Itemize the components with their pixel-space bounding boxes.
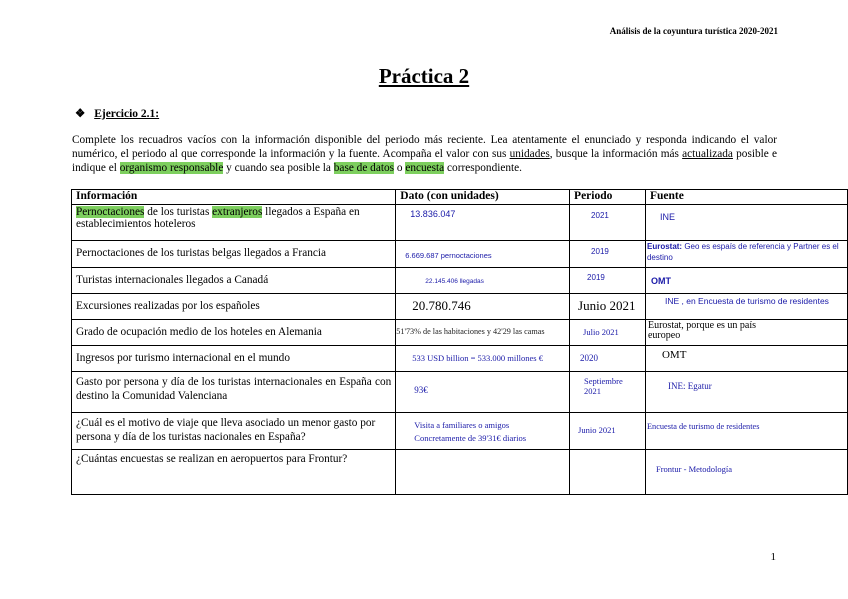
instructions-text: y cuando sea posible la: [223, 162, 334, 174]
source-cell: [645, 372, 847, 413]
instructions-text: Complete los recuadros vacíos con la información disponible del periodo más reciente. Lea atentamente el enunciado y responda indicando el valor numérico, el periodo al que corresponde la información y la fuente. Acompaña el valor con sus: [72, 134, 777, 160]
source-cell: [645, 320, 847, 346]
info-text: Excursiones realizadas por los españoles: [76, 300, 260, 312]
value-cell: [396, 268, 570, 294]
info-text: Ingresos por turismo internacional en el mundo: [76, 352, 290, 364]
source-text: Eurostat, porque es un país europeo: [647, 320, 757, 341]
period-cell: [570, 205, 646, 241]
source-cell: [645, 205, 847, 241]
source-text: OMT: [661, 349, 687, 361]
value-cell: [396, 346, 570, 372]
value-cell: [396, 294, 570, 320]
table-row: [72, 372, 848, 413]
info-text: Gasto por persona y día de los turistas internacionales en España con destino la Comunidad Valenciana: [76, 376, 392, 402]
page-title: Práctica 2: [378, 64, 470, 88]
info-cell: [72, 346, 396, 372]
info-cell: [72, 413, 396, 450]
value-cell: [396, 320, 570, 346]
exercise-heading: [75, 106, 159, 120]
source-text: [650, 295, 843, 306]
source-bold-text: INE: [664, 296, 680, 306]
info-text: llegados a España en establecimientos hoteleros: [76, 206, 360, 230]
data-table: [71, 189, 848, 495]
info-text: de los turistas: [144, 206, 213, 218]
value-text: 51'73% de las habitaciones y 42'29 las camas: [396, 327, 545, 336]
source-cell: [645, 268, 847, 294]
period-cell: [570, 346, 646, 372]
info-text: Pernoctaciones de los turistas belgas llegados a Francia: [76, 247, 327, 259]
source-text: [647, 241, 847, 263]
source-text: INE: [659, 212, 675, 222]
source-text: OMT: [650, 276, 671, 286]
column-header-value: Dato (con unidades): [396, 190, 570, 205]
value-line: Concretamente de 39'31€ diarios: [414, 433, 527, 443]
highlight-organism: organismo responsable: [119, 162, 224, 174]
info-cell: [72, 372, 396, 413]
source-cell: [645, 413, 847, 450]
period-text: 2020: [580, 353, 599, 363]
instructions-underline-units: unidades: [509, 148, 550, 160]
table-row: [72, 205, 848, 241]
source-text: INE: Egatur: [667, 381, 712, 391]
page-number: 1: [770, 551, 776, 563]
info-cell: [72, 268, 396, 294]
value-cell: [396, 450, 570, 495]
table-row: [72, 413, 848, 450]
period-cell: [570, 241, 646, 268]
exercise-label: Ejercicio 2.1:: [94, 108, 160, 120]
value-line: Visita a familiares o amigos: [414, 420, 510, 430]
period-text: 2019: [587, 273, 605, 282]
value-cell: [396, 372, 570, 413]
column-header-source: Fuente: [645, 190, 847, 205]
period-text: 2019: [591, 247, 609, 256]
period-cell: [570, 294, 646, 320]
highlight-survey: encuesta: [405, 162, 445, 174]
highlight-foreigners: extranjeros: [212, 206, 263, 218]
info-cell: [72, 241, 396, 268]
value-text: 93€: [414, 385, 428, 395]
source-text: Geo es espaís de referencia y Partner es el destino: [646, 242, 839, 262]
period-cell: [570, 372, 646, 413]
source-text: Encuesta de turismo de residentes: [646, 422, 760, 431]
value-text: [400, 414, 565, 445]
value-text: 6.669.687 pernoctaciones: [405, 251, 492, 260]
value-text: 22.145.406 llegadas: [425, 278, 484, 285]
source-text: , en Encuesta de turismo de residentes: [679, 296, 829, 306]
instructions-text: correspondiente.: [444, 162, 522, 174]
value-cell: [396, 241, 570, 268]
column-header-info: Información: [72, 190, 396, 205]
table-row: [72, 268, 848, 294]
period-cell: [570, 268, 646, 294]
info-cell: [72, 205, 396, 241]
value-cell: [396, 413, 570, 450]
highlight-overnight-stays: Pernoctaciones: [76, 206, 145, 218]
info-cell: [72, 450, 396, 495]
value-cell: [396, 205, 570, 241]
source-cell: [645, 294, 847, 320]
info-text: Grado de ocupación medio de los hoteles en Alemania: [76, 326, 322, 338]
column-header-period: Periodo: [570, 190, 646, 205]
period-text: Junio 2021: [578, 425, 616, 435]
info-cell: [72, 294, 396, 320]
value-text: 533 USD billion = 533.000 millones €: [412, 353, 543, 363]
period-cell: [570, 450, 646, 495]
source-bold-text: Eurostat:: [646, 242, 683, 251]
period-cell: [570, 413, 646, 450]
table-row: [72, 294, 848, 320]
source-cell: [645, 346, 847, 372]
instructions-text: , busque la información más: [549, 148, 683, 160]
diamond-bullet-icon: ❖: [75, 108, 86, 120]
source-cell: [645, 450, 847, 495]
source-cell: [645, 241, 847, 268]
period-text: 2021: [591, 211, 609, 220]
highlight-database: base de datos: [333, 162, 395, 174]
info-cell: [72, 320, 396, 346]
value-text: 20.780.746: [412, 298, 471, 313]
instructions-text: o: [394, 162, 406, 174]
instructions-text: posible e indique el: [72, 148, 777, 174]
table-row: [72, 241, 848, 268]
value-text: 13.836.047: [410, 209, 456, 219]
period-cell: [570, 320, 646, 346]
period-text: Septiembre 2021: [584, 376, 623, 396]
instructions-underline-updated: actualizada: [682, 148, 733, 160]
table-row: [72, 450, 848, 495]
running-header: Análisis de la coyuntura turística 2020-2021: [609, 26, 778, 36]
period-text: Julio 2021: [583, 327, 619, 337]
info-text: Turistas internacionales llegados a Canadá: [76, 274, 269, 286]
period-text: Junio 2021: [578, 298, 636, 313]
table-row: [72, 320, 848, 346]
info-text: ¿Cuántas encuestas se realizan en aeropuertos para Frontur?: [76, 453, 348, 465]
source-text: Frontur - Metodología: [655, 464, 733, 474]
table-row: [72, 346, 848, 372]
instructions-paragraph: [72, 133, 777, 175]
table-header-row: [72, 190, 848, 205]
info-text: ¿Cuál es el motivo de viaje que lleva asociado un menor gasto por persona y día de los turistas nacionales en España?: [76, 417, 376, 443]
